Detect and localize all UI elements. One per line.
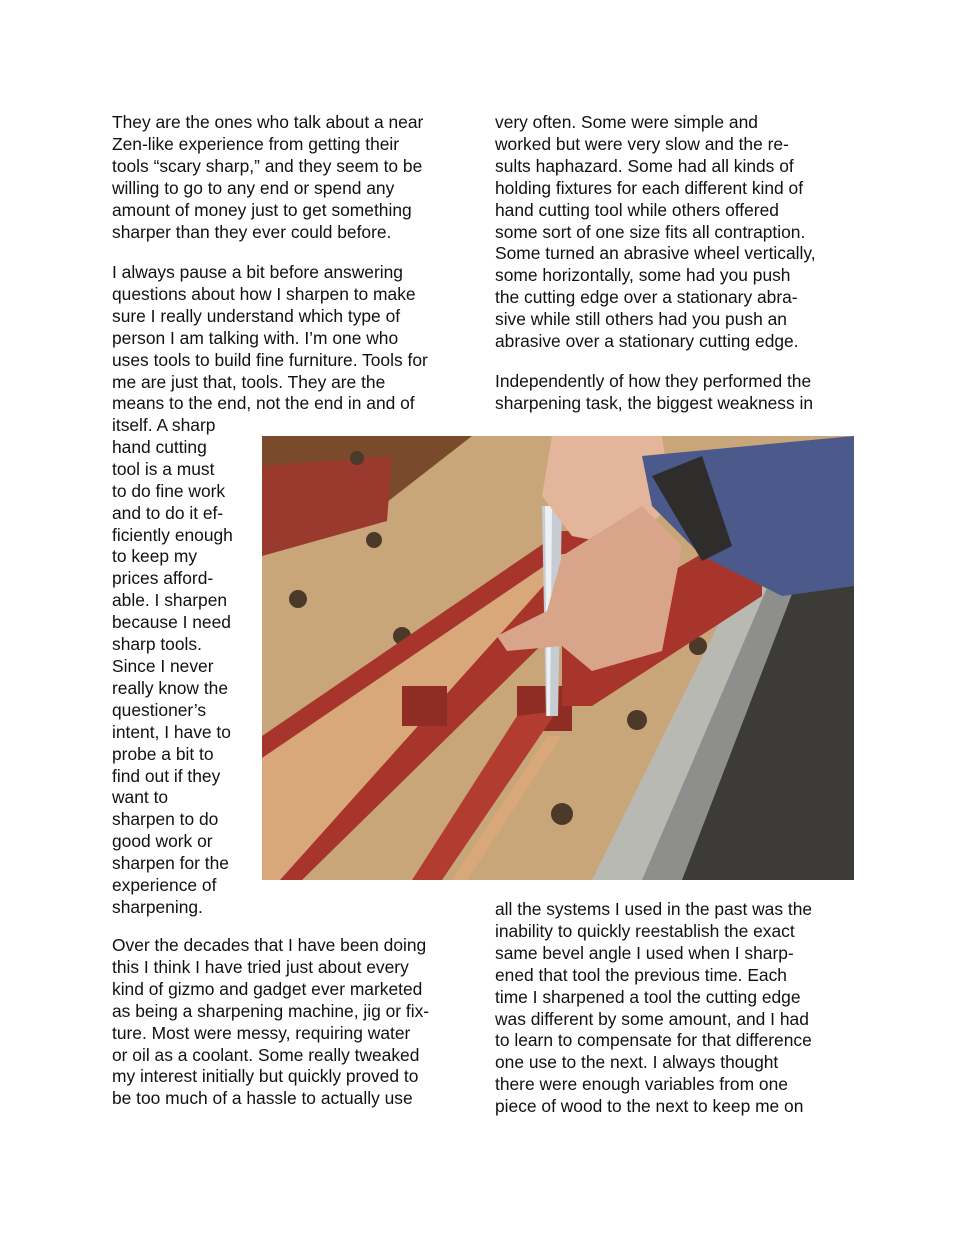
text-line: Zen-like experience from getting their bbox=[112, 133, 400, 154]
text-line: sharpen for the bbox=[112, 853, 229, 874]
left-paragraph-1 bbox=[112, 112, 423, 243]
text-line: tool is a must bbox=[112, 458, 215, 479]
right-paragraph-3 bbox=[495, 899, 812, 1118]
text-line: my interest initially but quickly proved to bbox=[112, 1066, 419, 1087]
text-line: ened that tool the previous time. Each bbox=[495, 964, 787, 985]
text-line: because I need bbox=[112, 612, 231, 633]
text-line: same bevel angle I used when I sharp- bbox=[495, 942, 794, 963]
text-line: uses tools to build fine furniture. Tools for bbox=[112, 349, 428, 370]
text-line: time I sharpened a tool the cutting edge bbox=[495, 986, 801, 1007]
text-line: be too much of a hassle to actually use bbox=[112, 1088, 413, 1109]
text-line: sharpening task, the biggest weakness in bbox=[495, 392, 814, 413]
text-line: sharpening. bbox=[112, 896, 203, 917]
text-line: there were enough variables from one bbox=[495, 1074, 788, 1095]
text-line: able. I sharpen bbox=[112, 590, 228, 611]
text-line: sure I really understand which type of bbox=[112, 305, 401, 326]
text-line: and to do it ef- bbox=[112, 502, 224, 523]
text-line: willing to go to any end or spend any bbox=[112, 177, 395, 198]
text-line: ture. Most were messy, requiring water bbox=[112, 1022, 411, 1043]
text-line: kind of gizmo and gadget ever marketed bbox=[112, 978, 423, 999]
text-line: Since I never bbox=[112, 655, 214, 676]
text-line: all the systems I used in the past was the bbox=[495, 899, 813, 919]
text-line: or oil as a coolant. Some really tweaked bbox=[112, 1044, 420, 1065]
text-line: amount of money just to get something bbox=[112, 199, 412, 220]
text-line: want to bbox=[112, 787, 169, 808]
text-line: probe a bit to bbox=[112, 743, 214, 764]
text-line: itself. A sharp bbox=[112, 415, 216, 435]
left-paragraph-2 bbox=[112, 262, 428, 415]
text-line: tools “scary sharp,” and they seem to be bbox=[112, 155, 423, 176]
text-line: means to the end, not the end in and of bbox=[112, 393, 415, 414]
text-line: questions about how I sharpen to make bbox=[112, 283, 416, 304]
text-line: prices afford- bbox=[112, 568, 214, 589]
text-line: They are the ones who talk about a near bbox=[112, 112, 424, 132]
text-line: hand cutting tool while others offered bbox=[495, 199, 779, 220]
text-line: to do fine work bbox=[112, 480, 226, 501]
text-line: inability to quickly reestablish the exact bbox=[495, 920, 795, 941]
text-line: worked but were very slow and the re- bbox=[495, 133, 789, 154]
text-line: to keep my bbox=[112, 546, 198, 567]
text-line: the cutting edge over a stationary abra- bbox=[495, 287, 798, 308]
text-line: this I think I have tried just about every bbox=[112, 956, 409, 977]
text-line: me are just that, tools. They are the bbox=[112, 371, 386, 392]
text-line: Over the decades that I have been doing bbox=[112, 935, 427, 955]
left-paragraph-2-wrapped bbox=[112, 415, 233, 919]
text-line: abrasive over a stationary cutting edge. bbox=[495, 331, 799, 352]
text-line: experience of bbox=[112, 875, 217, 896]
text-line: good work or bbox=[112, 831, 213, 852]
text-line: some horizontally, some had you push bbox=[495, 265, 791, 286]
text-line: holding fixtures for each different kind of bbox=[495, 177, 804, 198]
right-paragraph-1 bbox=[495, 112, 816, 353]
text-line: Some turned an abrasive wheel vertically, bbox=[495, 243, 816, 264]
right-paragraph-2 bbox=[495, 371, 813, 415]
text-line: intent, I have to bbox=[112, 721, 231, 742]
text-line: I always pause a bit before answering bbox=[112, 262, 403, 282]
text-line: Independently of how they performed the bbox=[495, 371, 812, 391]
text-line: sharpen to do bbox=[112, 809, 219, 830]
text-line: sharp tools. bbox=[112, 634, 202, 655]
text-line: one use to the next. I always thought bbox=[495, 1052, 779, 1073]
text-line: ficiently enough bbox=[112, 524, 233, 545]
chisel-on-workbench-photo bbox=[262, 436, 854, 880]
text-line: really know the bbox=[112, 677, 228, 698]
text-line: some sort of one size fits all contraption. bbox=[495, 221, 806, 242]
text-line: as being a sharpening machine, jig or fix- bbox=[112, 1000, 430, 1021]
text-line: hand cutting bbox=[112, 436, 207, 457]
text-line: was different by some amount, and I had bbox=[495, 1008, 809, 1029]
text-line: sive while still others had you push an bbox=[495, 309, 787, 330]
text-line: piece of wood to the next to keep me on bbox=[495, 1096, 804, 1117]
text-line: to learn to compensate for that difference bbox=[495, 1030, 812, 1051]
text-line: person I am talking with. I’m one who bbox=[112, 327, 399, 348]
text-line: very often. Some were simple and bbox=[495, 112, 758, 132]
left-paragraph-3 bbox=[112, 935, 429, 1110]
text-line: find out if they bbox=[112, 765, 221, 786]
text-line: sharper than they ever could before. bbox=[112, 221, 392, 242]
text-line: sults haphazard. Some had all kinds of bbox=[495, 155, 794, 176]
text-line: questioner’s bbox=[112, 699, 207, 720]
